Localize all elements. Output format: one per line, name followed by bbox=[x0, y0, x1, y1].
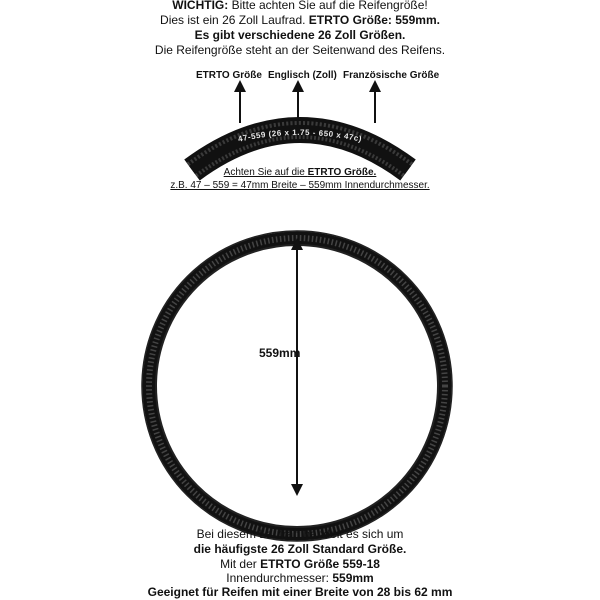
sidewall-note: Die Reifengröße steht an der Seitenwand des Reifens. bbox=[154, 43, 446, 57]
etrto-example: z.B. 47 – 559 = 47mm Breite – 559mm Innendurchmesser. bbox=[170, 180, 430, 191]
footer-diameter-value: 559mm bbox=[332, 571, 374, 585]
footer-line-3 bbox=[0, 557, 600, 572]
sizes-note: Es gibt verschiedene 26 Zoll Größen. bbox=[194, 28, 406, 42]
etrto-size-text: ETRTO Größe: 559mm. bbox=[308, 13, 440, 27]
etrto-size-label: ETRTO Größe bbox=[196, 70, 262, 81]
english-size-label: Englisch (Zoll) bbox=[268, 70, 337, 81]
warning-label: WICHTIG: bbox=[172, 0, 229, 12]
footer-line-5: Geeignet für Reifen mit einer Breite von 28 bis 62 mm bbox=[147, 585, 453, 599]
etrto-hint-bold: ETRTO Größe. bbox=[307, 167, 377, 178]
diameter-label: 559mm bbox=[259, 346, 301, 360]
footer-etrto-prefix: Mit der bbox=[220, 557, 261, 571]
sidewall-text: 47-559 (26 x 1.75 - 650 x 47c) bbox=[237, 127, 363, 144]
footer-diameter-prefix: Innendurchmesser: bbox=[226, 571, 333, 585]
french-size-label: Französische Größe bbox=[343, 70, 440, 81]
wheel-size-text: Dies ist ein 26 Zoll Laufrad. bbox=[160, 13, 309, 27]
footer-line-1: Bei diesem Laufrad handelt es sich um bbox=[196, 527, 404, 541]
footer-line-2: die häufigste 26 Zoll Standard Größe. bbox=[193, 542, 407, 556]
footer-line-4 bbox=[0, 571, 600, 586]
etrto-hint-text: Achten Sie auf die bbox=[223, 167, 308, 178]
etrto-hint bbox=[0, 167, 600, 179]
warning-text: Bitte achten Sie auf die Reifengröße! bbox=[228, 0, 428, 12]
footer-etrto-size: ETRTO Größe 559-18 bbox=[260, 557, 380, 571]
